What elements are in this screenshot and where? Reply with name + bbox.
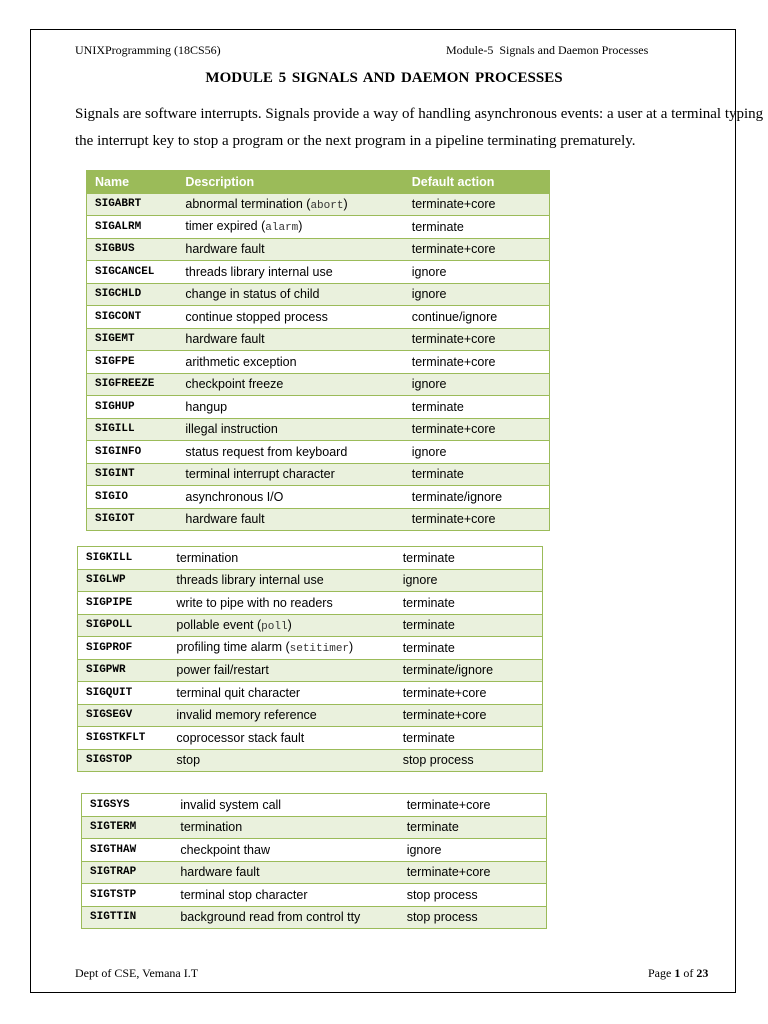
footer-department: Dept of CSE, Vemana I.T	[75, 966, 199, 980]
signal-description: terminal stop character	[172, 884, 398, 907]
signal-name: SIGEMT	[87, 328, 178, 351]
signal-description: hangup	[177, 396, 403, 419]
signals-table-1	[86, 170, 550, 531]
signal-default-action: stop process	[399, 906, 547, 929]
signal-name: SIGCANCEL	[87, 261, 178, 284]
signal-description: stop	[168, 749, 394, 772]
table-row	[78, 749, 543, 772]
signal-name: SIGHUP	[87, 396, 178, 419]
signal-description: threads library internal use	[168, 569, 394, 592]
running-header-course: UNIXProgramming (18CS56)	[75, 43, 221, 57]
signal-name: SIGSTKFLT	[78, 727, 169, 750]
signal-description: checkpoint thaw	[172, 839, 398, 862]
signal-description: hardware fault	[177, 238, 403, 261]
table-row	[87, 261, 550, 284]
signal-default-action: terminate/ignore	[395, 659, 543, 682]
signal-description: asynchronous I/O	[177, 486, 403, 509]
table-row	[82, 884, 547, 907]
table-row	[87, 238, 550, 261]
signal-default-action: ignore	[404, 283, 550, 306]
signal-name: SIGIOT	[87, 508, 178, 531]
signal-name: SIGILL	[87, 418, 178, 441]
signal-name: SIGPIPE	[78, 592, 169, 615]
signal-name: SIGFPE	[87, 351, 178, 374]
signal-name: SIGTSTP	[82, 884, 173, 907]
table-row	[87, 418, 550, 441]
signal-default-action: terminate+core	[399, 794, 547, 817]
signal-description: write to pipe with no readers	[168, 592, 394, 615]
signal-name: SIGTERM	[82, 816, 173, 839]
signal-description: coprocessor stack fault	[168, 727, 394, 750]
signal-description: power fail/restart	[168, 659, 394, 682]
signal-description: pollable event (poll)	[168, 614, 394, 637]
signal-default-action: terminate	[395, 637, 543, 660]
table-row	[87, 328, 550, 351]
table-row	[78, 682, 543, 705]
signal-name: SIGPWR	[78, 659, 169, 682]
signal-description: invalid system call	[172, 794, 398, 817]
signal-description: abnormal termination (abort)	[177, 193, 403, 216]
column-header-name: Name	[87, 171, 178, 194]
signal-description: arithmetic exception	[177, 351, 403, 374]
running-header-module: Module-5 Signals and Daemon Processes	[446, 43, 649, 57]
signal-name: SIGABRT	[87, 193, 178, 216]
intro-paragraph: Signals are software interrupts. Signals provide a way of handling asynchronous events: a user at a terminal typing the interrupt key to stop a program or the next program in a pipeline terminating prematurely.	[75, 106, 764, 149]
signal-default-action: continue/ignore	[404, 306, 550, 329]
table-row	[87, 486, 550, 509]
signal-description: change in status of child	[177, 283, 403, 306]
table-row	[87, 441, 550, 464]
signal-name: SIGPROF	[78, 637, 169, 660]
signal-description: hardware fault	[172, 861, 398, 884]
table-row	[78, 637, 543, 660]
signal-name: SIGFREEZE	[87, 373, 178, 396]
signal-default-action: terminate+core	[395, 704, 543, 727]
table-row	[78, 704, 543, 727]
signal-description: hardware fault	[177, 328, 403, 351]
signal-description: termination	[168, 547, 394, 570]
signal-name: SIGIO	[87, 486, 178, 509]
table-row	[82, 906, 547, 929]
signal-default-action: ignore	[404, 441, 550, 464]
signal-description: continue stopped process	[177, 306, 403, 329]
signal-default-action: terminate	[399, 816, 547, 839]
signal-description: hardware fault	[177, 508, 403, 531]
signal-name: SIGBUS	[87, 238, 178, 261]
signal-description: termination	[172, 816, 398, 839]
signal-default-action: terminate	[404, 463, 550, 486]
signal-name: SIGINT	[87, 463, 178, 486]
table-row	[78, 727, 543, 750]
signal-description: threads library internal use	[177, 261, 403, 284]
signal-name: SIGTTIN	[82, 906, 173, 929]
signal-name: SIGTHAW	[82, 839, 173, 862]
column-header-default-action: Default action	[404, 171, 550, 194]
column-header-description: Description	[177, 171, 403, 194]
table-row	[78, 614, 543, 637]
table-row	[87, 396, 550, 419]
table-row	[82, 861, 547, 884]
signal-description: background read from control tty	[172, 906, 398, 929]
signal-default-action: ignore	[404, 261, 550, 284]
signal-name: SIGSYS	[82, 794, 173, 817]
signal-name: SIGINFO	[87, 441, 178, 464]
table-row	[87, 508, 550, 531]
signal-description: profiling time alarm (setitimer)	[168, 637, 394, 660]
signal-default-action: terminate+core	[404, 328, 550, 351]
function-name: setitimer	[289, 643, 350, 656]
table-row	[87, 463, 550, 486]
signal-name: SIGALRM	[87, 216, 178, 239]
signal-default-action: terminate+core	[399, 861, 547, 884]
signal-description: illegal instruction	[177, 418, 403, 441]
function-name: alarm	[265, 222, 299, 235]
signal-default-action: terminate	[395, 727, 543, 750]
signal-name: SIGCHLD	[87, 283, 178, 306]
table-row	[78, 659, 543, 682]
footer-page-number: Page 1 of 23	[648, 966, 709, 980]
signal-name: SIGKILL	[78, 547, 169, 570]
signal-name: SIGSTOP	[78, 749, 169, 772]
signal-default-action: ignore	[399, 839, 547, 862]
signal-default-action: ignore	[404, 373, 550, 396]
signal-default-action: terminate	[395, 547, 543, 570]
signal-name: SIGPOLL	[78, 614, 169, 637]
signal-name: SIGCONT	[87, 306, 178, 329]
signals-table-3	[81, 793, 547, 929]
table-row	[82, 839, 547, 862]
table-row	[87, 216, 550, 239]
signal-name: SIGLWP	[78, 569, 169, 592]
function-name: abort	[310, 199, 344, 212]
page-title: MODULE 5 SIGNALS AND DAEMON PROCESSES	[205, 70, 563, 86]
table-row	[78, 569, 543, 592]
function-name: poll	[261, 620, 288, 633]
signal-description: terminal quit character	[168, 682, 394, 705]
signals-table-2	[77, 546, 543, 772]
table-row	[82, 794, 547, 817]
signal-name: SIGQUIT	[78, 682, 169, 705]
table-row	[87, 193, 550, 216]
signal-default-action: terminate+core	[404, 238, 550, 261]
table-row	[78, 547, 543, 570]
signal-default-action: terminate+core	[404, 508, 550, 531]
table-header-row	[87, 171, 550, 194]
signal-name: SIGTRAP	[82, 861, 173, 884]
signal-default-action: terminate+core	[404, 418, 550, 441]
signal-default-action: terminate+core	[404, 193, 550, 216]
table-row	[87, 283, 550, 306]
table-row	[87, 351, 550, 374]
table-row	[82, 816, 547, 839]
table-row	[78, 592, 543, 615]
signal-default-action: terminate+core	[404, 351, 550, 374]
signal-default-action: ignore	[395, 569, 543, 592]
signal-description: status request from keyboard	[177, 441, 403, 464]
signal-default-action: stop process	[399, 884, 547, 907]
signal-description: checkpoint freeze	[177, 373, 403, 396]
table-row	[87, 306, 550, 329]
signal-description: invalid memory reference	[168, 704, 394, 727]
signal-description: terminal interrupt character	[177, 463, 403, 486]
signal-default-action: terminate	[395, 614, 543, 637]
signal-default-action: terminate	[404, 216, 550, 239]
signal-default-action: terminate	[395, 592, 543, 615]
signal-name: SIGSEGV	[78, 704, 169, 727]
signal-default-action: terminate+core	[395, 682, 543, 705]
signal-default-action: terminate/ignore	[404, 486, 550, 509]
signal-default-action: stop process	[395, 749, 543, 772]
table-row	[87, 373, 550, 396]
signal-default-action: terminate	[404, 396, 550, 419]
signal-description: timer expired (alarm)	[177, 216, 403, 239]
